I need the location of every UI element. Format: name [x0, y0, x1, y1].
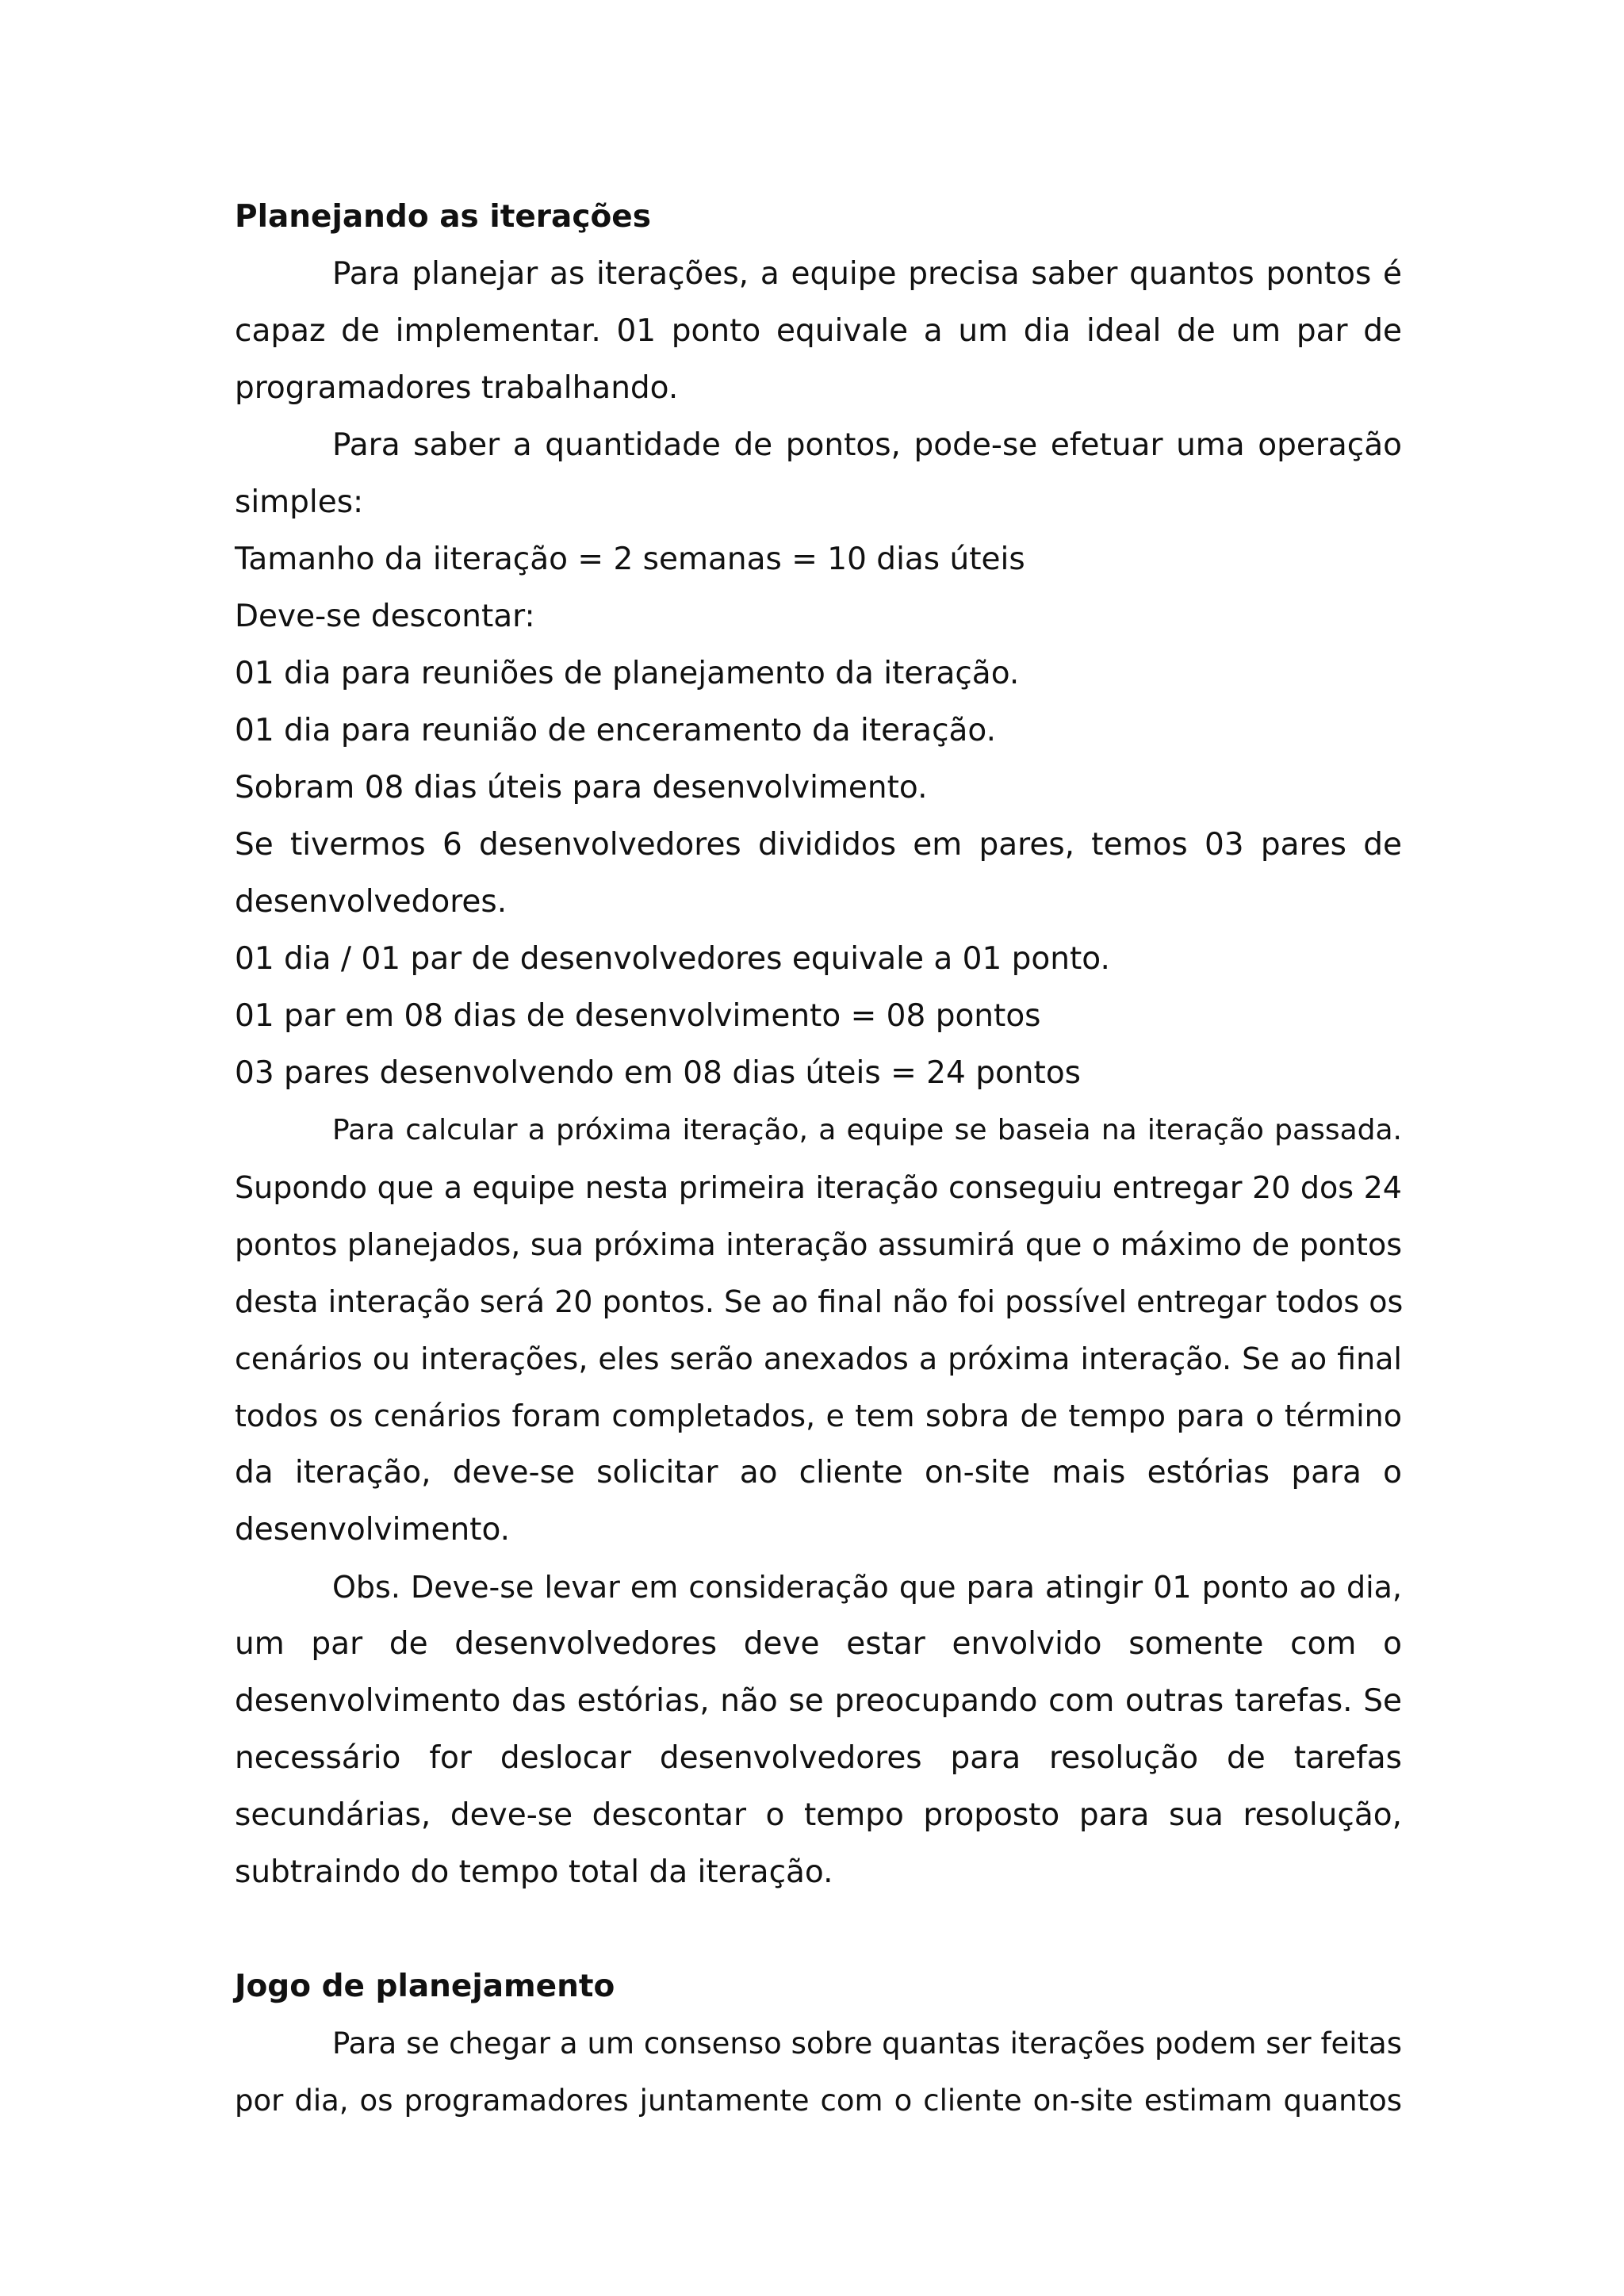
- calc-line: 01 dia / 01 par de desenvolvedores equivale a 01 ponto.: [235, 941, 1110, 977]
- calc-line: Deve-se descontar:: [235, 599, 535, 634]
- section-heading-jogo: Jogo de planejamento: [235, 1969, 615, 2004]
- paragraph-line: desenvolvedores.: [235, 884, 508, 920]
- paragraph-proxima-iteracao: [235, 1102, 1402, 1559]
- paragraph-line: subtraindo do tempo total da iteração.: [235, 1854, 833, 1890]
- paragraph-line: Supondo que a equipe nesta primeira iteração conseguiu entregar 20 dos 24: [235, 1170, 1402, 1205]
- paragraph-line: Para saber a quantidade de pontos, pode-se efetuar uma operação: [332, 427, 1402, 463]
- paragraph-line: desta interação será 20 pontos. Se ao final não foi possível entregar todos os: [235, 1284, 1404, 1319]
- paragraph-line: Obs. Deve-se levar em consideração que para atingir 01 ponto ao dia,: [332, 1570, 1402, 1605]
- calc-line: Sobram 08 dias úteis para desenvolvimento.: [235, 770, 928, 806]
- calculation-list: [235, 531, 1402, 817]
- paragraph-line: pontos planejados, sua próxima interação assumirá que o máximo de pontos: [235, 1227, 1402, 1262]
- paragraph-line: por dia, os programadores juntamente com o cliente on-site estimam quantos: [235, 2084, 1402, 2118]
- paragraph-line: capaz de implementar. 01 ponto equivale a um dia ideal de um par de: [235, 313, 1402, 349]
- paragraph-line: Para planejar as iterações, a equipe precisa saber quantos pontos é: [332, 256, 1402, 292]
- calc-line: 01 par em 08 dias de desenvolvimento = 08 pontos: [235, 998, 1041, 1034]
- paragraph-line: todos os cenários foram completados, e tem sobra de tempo para o término: [235, 1399, 1402, 1433]
- paragraph-line: Para calcular a próxima iteração, a equipe se baseia na iteração passada.: [332, 1114, 1402, 1146]
- calc-line: 03 pares desenvolvendo em 08 dias úteis = 24 pontos: [235, 1055, 1081, 1091]
- paragraph-line: Se tivermos 6 desenvolvedores divididos em pares, temos 03 pares de: [235, 827, 1402, 863]
- paragraph-line: um par de desenvolvedores deve estar envolvido somente com o: [235, 1626, 1402, 1662]
- paragraph-line: da iteração, deve-se solicitar ao cliente on-site mais estórias para o: [235, 1455, 1402, 1490]
- paragraph-line: cenários ou interações, eles serão anexados a próxima interação. Se ao final: [235, 1341, 1402, 1376]
- paragraph-line: secundárias, deve-se descontar o tempo proposto para sua resolução,: [235, 1797, 1402, 1833]
- calc-line: 01 dia para reunião de enceramento da iteração.: [235, 713, 996, 748]
- calculation-list-2: [235, 931, 1402, 1102]
- paragraph-line: programadores trabalhando.: [235, 370, 679, 406]
- paragraph-line: necessário for deslocar desenvolvedores para resolução de tarefas: [235, 1740, 1402, 1776]
- paragraph-line: Para se chegar a um consenso sobre quantas iterações podem ser feitas: [332, 2026, 1402, 2061]
- paragraph-planejar: [235, 246, 1402, 417]
- calc-line: Tamanho da iiteração = 2 semanas = 10 dias úteis: [235, 541, 1025, 577]
- calc-line: 01 dia para reuniões de planejamento da iteração.: [235, 656, 1020, 691]
- section-spacer: [235, 1901, 1402, 1958]
- paragraph-pares: [235, 817, 1402, 931]
- paragraph-line: simples:: [235, 484, 364, 520]
- document-page: [235, 189, 1402, 2130]
- paragraph-line: desenvolvimento das estórias, não se preocupando com outras tarefas. Se: [235, 1683, 1402, 1719]
- paragraph-quantidade: [235, 417, 1402, 531]
- section-heading-planejando: Planejando as iterações: [235, 199, 651, 235]
- paragraph-line: desenvolvimento.: [235, 1512, 511, 1548]
- paragraph-consenso: [235, 2015, 1402, 2130]
- paragraph-obs: [235, 1559, 1402, 1901]
